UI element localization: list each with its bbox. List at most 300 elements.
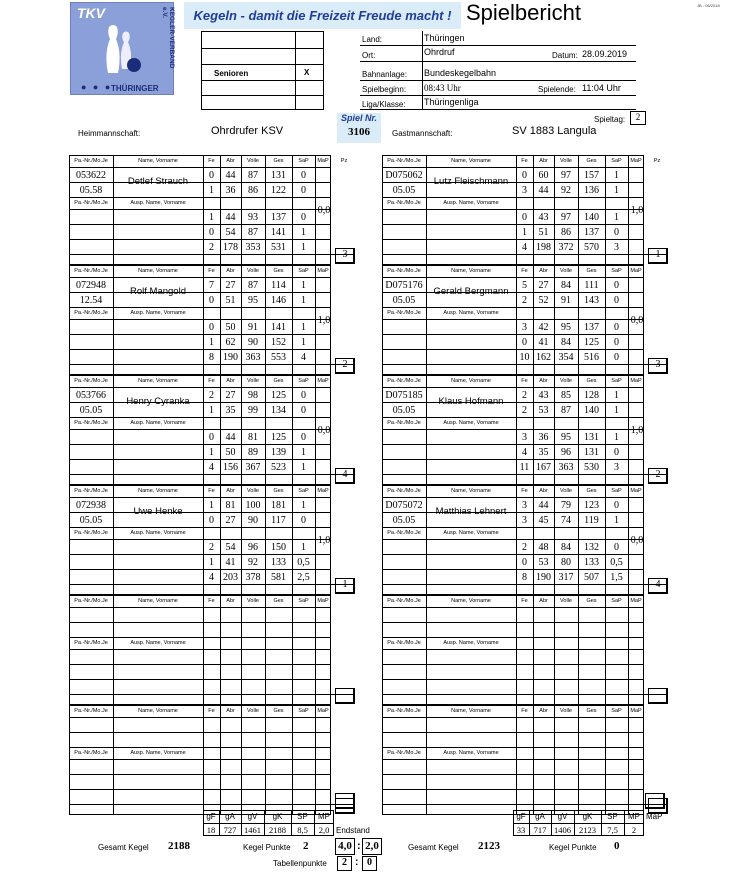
col-line: [292, 595, 293, 705]
col-line: [426, 705, 427, 815]
col-header-fe: Fe: [208, 488, 215, 494]
col-header-name: Name, Vorname: [138, 158, 178, 164]
col-header-ersatz: Ausp. Name, Vorname: [130, 420, 186, 426]
guest-gesamt-value: 2123: [478, 840, 500, 852]
score-sap: 0: [614, 500, 619, 511]
totals-header-gv: gV: [247, 812, 258, 821]
logo-dots: ● ● ●: [81, 82, 113, 92]
player-pass: 072948: [76, 280, 106, 291]
col-header-pass: Pa.-Nr./Mo.Je: [387, 158, 421, 164]
col-header-ges: Ges: [586, 158, 597, 164]
score-fe: 1: [522, 227, 527, 238]
col-header-ersatz: Ausp. Name, Vorname: [130, 530, 186, 536]
col-header-map: MaP: [630, 268, 642, 274]
col-header-map: MaP: [630, 708, 642, 714]
score-ges: 131: [584, 432, 599, 443]
heim-label: Heimmannschaft:: [78, 129, 141, 138]
score-sap: 1: [301, 447, 306, 458]
col-line: [241, 705, 242, 815]
player-pass: D075072: [385, 500, 423, 511]
col-header-fe: Fe: [208, 378, 215, 384]
player-name: Uwe Henke: [133, 506, 183, 517]
col-line: [241, 595, 242, 705]
score-fe: 1: [209, 337, 214, 348]
score-volle: 98: [248, 390, 258, 401]
score-abr: 43: [538, 390, 549, 401]
score-volle: 85: [561, 390, 571, 401]
col-header-map: MaP: [317, 488, 329, 494]
score-volle: 84: [561, 337, 571, 348]
score-ges: 570: [584, 242, 599, 253]
tab-sep: :: [355, 857, 359, 868]
col-header-ges: Ges: [273, 708, 284, 714]
col-header-name: Name, Vorname: [451, 268, 491, 274]
score-ges: 141: [271, 322, 286, 333]
score-abr: 51: [538, 227, 549, 238]
score-ges: 507: [584, 572, 599, 583]
score-fe: 2: [209, 542, 214, 553]
col-header-map: MaP: [317, 268, 329, 274]
totals-gv: 1406: [554, 825, 571, 835]
player-pz: 4: [655, 579, 661, 590]
score-volle: 97: [561, 170, 571, 181]
spieltag-value: 2: [630, 111, 646, 125]
col-header-sap: SaP: [611, 268, 622, 274]
bahn-label: Bahnanlage:: [362, 70, 407, 79]
col-line: [220, 595, 221, 705]
score-sap: 0: [301, 515, 306, 526]
score-ges: 119: [584, 515, 599, 526]
pz-box-extra: [335, 793, 355, 809]
score-abr: 60: [538, 170, 549, 181]
pz-box-extra: [645, 793, 665, 809]
col-header-name: Name, Vorname: [451, 378, 491, 384]
score-abr: 54: [225, 227, 236, 238]
tab-guest: 0: [362, 856, 377, 871]
score-ges: 137: [584, 322, 599, 333]
ende-value: 11:04 Uhr: [582, 83, 621, 93]
score-ges: 125: [584, 337, 599, 348]
player-pass: D075176: [385, 280, 423, 291]
score-abr: 167: [536, 462, 551, 473]
score-fe: 0: [522, 557, 527, 568]
score-abr: 51: [225, 295, 236, 306]
beginn-value: 08:43 Uhr: [424, 83, 461, 93]
totals-gv: 1461: [244, 825, 261, 835]
guest-kp-label: Kegel Punkte: [549, 843, 597, 852]
col-header-pass: Pa.-Nr./Mo.Je: [387, 488, 421, 494]
score-volle: 93: [248, 212, 258, 223]
col-header-name: Name, Vorname: [138, 378, 178, 384]
logo-side: KEGLER-VERBAND e.V.: [161, 7, 175, 69]
score-fe: 1: [209, 405, 214, 416]
score-sap: 1: [614, 405, 619, 416]
score-ges: 553: [271, 352, 286, 363]
col-line: [220, 705, 221, 815]
score-volle: 363: [245, 352, 261, 363]
col-header-sap: SaP: [298, 378, 309, 384]
score-abr: 27: [225, 390, 236, 401]
player-date: 05.05: [392, 295, 416, 306]
score-ges: 131: [584, 447, 599, 458]
score-abr: 190: [223, 352, 238, 363]
score-ges: 146: [271, 295, 286, 306]
score-sap: 1: [301, 295, 306, 306]
score-volle: 84: [561, 542, 571, 553]
score-sap: 0: [614, 542, 619, 553]
col-header-fe: Fe: [208, 158, 215, 164]
category-mark[interactable]: X: [304, 68, 310, 77]
col-header-volle: Volle: [247, 708, 259, 714]
score-volle: 81: [248, 432, 258, 443]
col-line: [265, 705, 266, 815]
col-line: [426, 485, 427, 595]
score-ges: 131: [271, 170, 286, 181]
score-fe: 8: [209, 352, 214, 363]
score-abr: 44: [225, 170, 236, 181]
col-line: [113, 485, 114, 595]
end-home: 4,0: [335, 838, 355, 855]
col-header-pass: Pa.-Nr./Mo.Je: [387, 420, 421, 426]
col-header-pass: Pa.-Nr./Mo.Je: [387, 268, 421, 274]
col-line: [578, 595, 579, 705]
score-abr: 44: [538, 185, 549, 196]
score-fe: 1: [209, 447, 214, 458]
col-header-volle: Volle: [560, 488, 572, 494]
score-sap: 1: [614, 212, 619, 223]
score-sap: 1: [301, 242, 306, 253]
player-pass: 053622: [76, 170, 106, 181]
totals-gf: 33: [516, 825, 526, 835]
score-sap: 1,5: [610, 572, 623, 583]
col-line: [426, 595, 427, 705]
score-sap: 1: [614, 390, 619, 401]
totals-header-gk: gK: [582, 812, 593, 821]
score-volle: 96: [248, 542, 258, 553]
score-sap: 1: [301, 322, 306, 333]
land-label: Land:: [362, 35, 383, 44]
guest-gesamt-label: Gesamt Kegel: [408, 843, 459, 852]
score-volle: 367: [245, 462, 261, 473]
score-fe: 2: [522, 542, 527, 553]
col-line: [203, 595, 204, 705]
score-ges: 157: [584, 170, 599, 181]
score-volle: 74: [561, 515, 571, 526]
score-abr: 44: [225, 212, 236, 223]
endstand-label: Endstand: [336, 826, 370, 835]
score-sap: 4: [301, 352, 306, 363]
player-pz: 3: [342, 249, 348, 260]
score-abr: 198: [536, 242, 551, 253]
score-fe: 0: [522, 212, 527, 223]
col-header-ges: Ges: [586, 598, 597, 604]
col-header-name: Name, Vorname: [451, 598, 491, 604]
score-fe: 3: [522, 500, 527, 511]
score-sap: 0: [614, 337, 619, 348]
col-header-sap: SaP: [298, 708, 309, 714]
col-header-volle: Volle: [247, 158, 259, 164]
col-header-abr: Abr: [539, 378, 548, 384]
score-abr: 52: [538, 295, 549, 306]
col-header-abr: Abr: [539, 268, 548, 274]
datum-value: 28.09.2019: [582, 49, 628, 59]
score-fe: 3: [522, 515, 527, 526]
col-header-sap: SaP: [611, 158, 622, 164]
col-header-ersatz: Ausp. Name, Vorname: [130, 200, 186, 206]
col-header-ges: Ges: [586, 488, 597, 494]
score-sap: 0: [614, 352, 619, 363]
score-fe: 10: [519, 352, 530, 363]
liga-label: Liga/Klasse:: [362, 100, 406, 109]
player-name: Lutz Fleischmann: [433, 176, 509, 187]
col-header-sap: SaP: [298, 158, 309, 164]
tab-home: 2: [337, 856, 352, 871]
player-pz: 3: [655, 359, 661, 370]
liga-value: Thüringenliga: [424, 97, 479, 107]
score-volle: 87: [248, 170, 258, 181]
player-date: 05.58: [79, 185, 103, 196]
col-header-pass: Pa.-Nr./Mo.Je: [74, 530, 108, 536]
score-abr: 162: [536, 352, 551, 363]
col-header-volle: Volle: [560, 378, 572, 384]
score-volle: 353: [245, 242, 261, 253]
col-line: [533, 705, 534, 815]
col-header-name: Name, Vorname: [451, 158, 491, 164]
totals-gk: 2188: [269, 825, 286, 835]
score-ges: 134: [271, 405, 286, 416]
col-header-abr: Abr: [226, 488, 235, 494]
col-header-name: Name, Vorname: [138, 708, 178, 714]
col-line: [203, 705, 204, 815]
player-name: Klaus Hofmann: [438, 396, 504, 407]
col-header-pass: Pa.-Nr./Mo.Je: [74, 378, 108, 384]
col-line: [516, 595, 517, 705]
col-line: [516, 705, 517, 815]
score-volle: 91: [561, 295, 571, 306]
player-map: 0,0: [630, 315, 644, 326]
ort-label: Ort:: [362, 51, 376, 60]
score-ges: 143: [584, 295, 599, 306]
score-abr: 36: [538, 432, 549, 443]
player-map: 0,0: [630, 535, 644, 546]
col-header-pass: Pa.-Nr./Mo.Je: [74, 488, 108, 494]
col-header-pass: Pa.-Nr./Mo.Je: [387, 200, 421, 206]
col-header-ersatz: Ausp. Name, Vorname: [443, 640, 499, 646]
score-abr: 156: [223, 462, 238, 473]
totals-ga: 717: [533, 825, 547, 835]
score-ges: 133: [584, 557, 599, 568]
score-abr: 44: [538, 500, 549, 511]
col-header-fe: Fe: [208, 708, 215, 714]
score-volle: 86: [561, 227, 571, 238]
score-ges: 111: [584, 280, 599, 291]
col-header-volle: Volle: [247, 598, 259, 604]
col-header-map: MaP: [317, 708, 329, 714]
score-abr: 48: [538, 542, 549, 553]
col-header-map: MaP: [317, 598, 329, 604]
col-header-fe: Fe: [521, 378, 528, 384]
col-line: [628, 595, 629, 705]
score-volle: 100: [245, 500, 261, 511]
col-header-abr: Abr: [226, 598, 235, 604]
col-header-pass: Pa.-Nr./Mo.Je: [74, 640, 108, 646]
score-sap: 1: [301, 500, 306, 511]
player-name: Matthias Lehnert: [435, 506, 507, 517]
col-line: [605, 705, 606, 815]
col-header-sap: SaP: [298, 488, 309, 494]
col-header-name: Name, Vorname: [451, 488, 491, 494]
score-abr: 203: [223, 572, 238, 583]
score-ges: 137: [271, 212, 286, 223]
end-sep: :: [357, 840, 361, 852]
spielnr-box: [337, 113, 381, 143]
score-ges: 128: [584, 390, 599, 401]
score-abr: 44: [225, 432, 236, 443]
score-volle: 363: [558, 462, 574, 473]
col-header-volle: Volle: [247, 268, 259, 274]
score-sap: 3: [614, 242, 619, 253]
score-abr: 27: [225, 515, 236, 526]
col-line: [578, 705, 579, 815]
score-volle: 92: [561, 185, 571, 196]
col-header-ersatz: Ausp. Name, Vorname: [130, 750, 186, 756]
totals-header-ga: gA: [535, 812, 545, 821]
score-fe: 2: [522, 390, 527, 401]
col-header-ges: Ges: [586, 378, 597, 384]
score-fe: 2: [209, 390, 214, 401]
pz-line: [331, 694, 355, 695]
score-volle: 79: [561, 500, 571, 511]
col-header-abr: Abr: [226, 158, 235, 164]
score-ges: 581: [271, 572, 286, 583]
score-ges: 136: [584, 185, 599, 196]
score-sap: 0: [301, 185, 306, 196]
col-header-map: MaP: [630, 488, 642, 494]
col-header-sap: SaP: [611, 598, 622, 604]
score-ges: 123: [584, 500, 599, 511]
banner: Kegeln - damit die Freizeit Freude macht !: [184, 2, 461, 29]
totals-ga: 727: [223, 825, 237, 835]
page-title: Spielbericht: [466, 0, 581, 25]
player-map: 1,0: [630, 425, 644, 436]
pz-box: [335, 688, 355, 704]
col-header-volle: Volle: [247, 488, 259, 494]
ort-value: Ohrdruf: [424, 47, 455, 57]
col-header-name: Name, Vorname: [138, 268, 178, 274]
col-header-volle: Volle: [560, 708, 572, 714]
col-header-fe: Fe: [208, 598, 215, 604]
col-line: [113, 265, 114, 375]
col-header-pass: Pa.-Nr./Mo.Je: [74, 708, 108, 714]
col-header-map: MaP: [317, 158, 329, 164]
score-ges: 141: [271, 227, 286, 238]
score-volle: 87: [561, 405, 571, 416]
player-map: 1,0: [317, 315, 331, 326]
score-fe: 4: [522, 447, 527, 458]
col-header-abr: Abr: [539, 158, 548, 164]
player-pz: 4: [342, 469, 348, 480]
col-line: [315, 595, 316, 705]
col-header-ges: Ges: [273, 158, 284, 164]
col-line: [628, 705, 629, 815]
score-volle: 97: [561, 212, 571, 223]
score-sap: 0,5: [610, 557, 623, 568]
score-fe: 2: [209, 242, 214, 253]
col-header-ges: Ges: [586, 708, 597, 714]
col-header-abr: Abr: [539, 708, 548, 714]
col-header-volle: Volle: [560, 268, 572, 274]
score-abr: 27: [538, 280, 549, 291]
col-line: [113, 595, 114, 705]
datum-label: Datum:: [552, 51, 578, 60]
score-fe: 0: [209, 432, 214, 443]
col-header-ersatz: Ausp. Name, Vorname: [443, 200, 499, 206]
score-sap: 1: [301, 542, 306, 553]
col-header-fe: Fe: [521, 488, 528, 494]
totals-header-gv: gV: [557, 812, 568, 821]
score-volle: 95: [248, 295, 258, 306]
col-header-ersatz: Ausp. Name, Vorname: [443, 420, 499, 426]
score-fe: 0: [522, 170, 527, 181]
score-sap: 0: [301, 170, 306, 181]
score-volle: 92: [248, 557, 258, 568]
score-abr: 36: [225, 185, 236, 196]
score-abr: 35: [225, 405, 236, 416]
score-ges: 523: [271, 462, 286, 473]
player-name: Gerald Bergmann: [433, 286, 509, 297]
score-sap: 1: [614, 185, 619, 196]
totals-header-ga: gA: [225, 812, 235, 821]
score-fe: 1: [209, 185, 214, 196]
score-sap: 0: [614, 280, 619, 291]
score-volle: 91: [248, 322, 258, 333]
score-abr: 35: [538, 447, 549, 458]
spieltag-label: Spieltag:: [594, 115, 626, 124]
score-fe: 4: [209, 572, 214, 583]
totals-mp: 2: [631, 825, 637, 835]
col-header-map: MaP: [630, 378, 642, 384]
score-fe: 4: [209, 462, 214, 473]
score-ges: 114: [271, 280, 286, 291]
score-sap: 1: [301, 280, 306, 291]
totals-gk: 2123: [579, 825, 596, 835]
pz-box: [648, 688, 668, 704]
col-header-sap: SaP: [298, 268, 309, 274]
score-ges: 140: [584, 212, 599, 223]
score-abr: 178: [223, 242, 238, 253]
score-volle: 80: [561, 557, 571, 568]
col-header-volle: Volle: [560, 598, 572, 604]
col-header-abr: Abr: [539, 598, 548, 604]
category-label: Senioren: [214, 69, 249, 78]
totals-header-mp: MP: [628, 812, 640, 821]
col-header-pass: Pa.-Nr./Mo.Je: [387, 750, 421, 756]
score-sap: 1: [301, 227, 306, 238]
player-pz: 1: [342, 579, 348, 590]
col-header-pass: Pa.-Nr./Mo.Je: [74, 158, 108, 164]
score-sap: 1: [301, 337, 306, 348]
score-sap: 0,5: [297, 557, 310, 568]
col-header-fe: Fe: [521, 598, 528, 604]
score-abr: 45: [538, 515, 549, 526]
score-fe: 3: [522, 185, 527, 196]
score-volle: 89: [248, 447, 258, 458]
col-header-ges: Ges: [586, 268, 597, 274]
score-fe: 0: [209, 515, 214, 526]
col-header-fe: Fe: [521, 708, 528, 714]
player-date: 05.05: [79, 405, 103, 416]
gast-label: Gastmannschaft:: [392, 129, 453, 138]
